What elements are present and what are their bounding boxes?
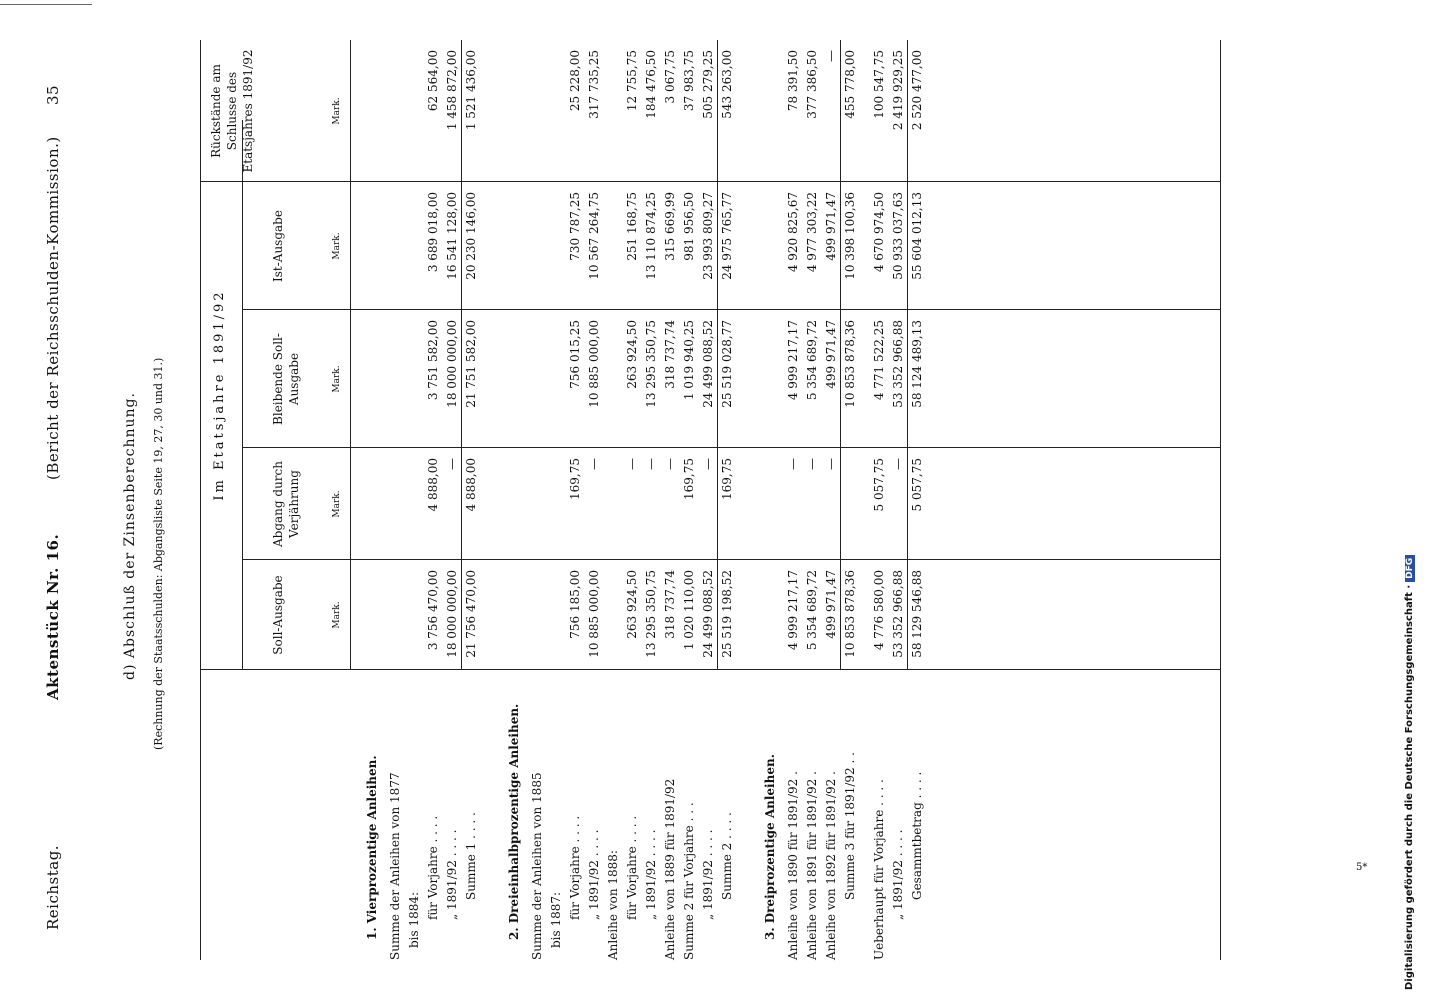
- row-value: 756 015,25: [568, 320, 582, 389]
- header-aktenstueck: Aktenstück Nr. 16.: [44, 533, 62, 700]
- row-value: 505 279,25: [701, 50, 715, 119]
- row-label: „ 1891/92 . . . .: [891, 829, 905, 920]
- row-value: 1 521 436,00: [464, 50, 478, 131]
- row-value: 263 924,50: [625, 320, 639, 389]
- row-label: Anleihe von 1892 für 1891/92 .: [824, 771, 838, 960]
- row-value: 24 499 088,52: [701, 570, 715, 658]
- column-header: Soll-Ausgabe: [271, 575, 285, 655]
- row-value: 55 604 012,13: [910, 192, 924, 280]
- row-value: 10 885 000,00: [587, 320, 601, 408]
- row-value: 5 057,75: [872, 458, 886, 512]
- row-label: für Vorjahre . . . .: [625, 815, 639, 920]
- row-value: 169,75: [682, 458, 696, 500]
- row-label: „ 1891/92 . . . .: [644, 829, 658, 920]
- row-value: 53 352 966,88: [891, 320, 905, 408]
- column-unit: Mark.: [332, 365, 342, 393]
- row-label: Summe 2 . . . .: [720, 812, 734, 900]
- digitization-credit: Digitalisierung gefördert durch die Deutsche Forschungsgemeinschaft ·: [1404, 584, 1415, 990]
- row-value: 18 000 000,00: [445, 570, 459, 658]
- row-label: „ 1891/92 . . . .: [701, 829, 715, 920]
- row-value: 4 888,00: [464, 458, 478, 512]
- row-value: 1 458 872,00: [445, 50, 459, 131]
- row-value: 4 776 580,00: [872, 570, 886, 651]
- row-value: 50 933 037,63: [891, 192, 905, 280]
- row-value: 4 771 522,25: [872, 320, 886, 401]
- section-title: 2. Dreieinhalbprozentige Anleihen.: [507, 703, 521, 940]
- row-value: —: [824, 50, 838, 62]
- row-label: Ueberhaupt für Vorjahre . . . .: [872, 779, 886, 960]
- section-intro: bis 1887:: [549, 891, 563, 948]
- header-rule: [350, 40, 351, 670]
- header-left: Reichstag.: [44, 844, 62, 930]
- row-value: 184 476,50: [644, 50, 658, 119]
- row-value: 13 295 350,75: [644, 570, 658, 658]
- row-label: Summe 2 für Vorjahre . . .: [682, 802, 696, 960]
- row-value: 23 993 809,27: [701, 192, 715, 280]
- row-value: 5 354 689,72: [805, 570, 819, 651]
- row-label: „ 1891/92 . . . .: [587, 829, 601, 920]
- row-value: 20 230 146,00: [464, 192, 478, 280]
- row-value: 78 391,50: [786, 50, 800, 112]
- row-value: 499 971,47: [824, 570, 838, 639]
- row-value: 263 924,50: [625, 570, 639, 639]
- row-value: 4 977 303,22: [805, 192, 819, 273]
- row-value: 100 547,75: [872, 50, 886, 119]
- row-value: 24 975 765,77: [720, 192, 734, 280]
- row-value: 13 295 350,75: [644, 320, 658, 408]
- row-value: —: [445, 458, 459, 470]
- row-value: 13 110 874,25: [644, 192, 658, 280]
- row-value: 315 669,99: [663, 192, 677, 261]
- column-header: Bleibende Soll-Ausgabe: [271, 333, 301, 425]
- row-value: 1 020 110,00: [682, 570, 696, 651]
- group-header: Im Etatsjahre 1891/92: [212, 289, 227, 501]
- column-unit: Mark.: [332, 601, 342, 629]
- row-value: 455 778,00: [843, 50, 857, 119]
- row-value: —: [805, 458, 819, 470]
- row-value: 499 971,47: [824, 320, 838, 389]
- row-value: 2 520 477,00: [910, 50, 924, 131]
- sum-rule: [717, 40, 718, 670]
- row-value: 58 124 489,13: [910, 320, 924, 408]
- section-intro: bis 1884:: [407, 891, 421, 948]
- section-title: 3. Dreiprozentige Anleihen.: [763, 754, 777, 940]
- row-value: 3 756 470,00: [426, 570, 440, 651]
- section-title: 1. Vierprozentige Anleihen.: [365, 755, 379, 940]
- section-intro: Summe der Anleihen von 1877: [388, 772, 402, 960]
- group-header-rule: [242, 120, 243, 670]
- row-value: 318 737,74: [663, 320, 677, 389]
- row-label: „ 1891/92 . . . .: [445, 829, 459, 920]
- dfg-badge: DFG: [1405, 555, 1415, 582]
- row-value: —: [587, 458, 601, 470]
- row-label: für Vorjahre . . . .: [426, 815, 440, 920]
- column-header: Rückstände am Schlusse des Etatsjahres 1891/92: [209, 49, 255, 173]
- section-intro: Summe der Anleihen von 1885: [530, 772, 544, 960]
- row-value: 730 787,25: [568, 192, 582, 261]
- row-value: 21 756 470,00: [464, 570, 478, 658]
- row-value: 10 853 878,36: [843, 570, 857, 658]
- row-value: —: [824, 458, 838, 470]
- row-value: 25 519 198,52: [720, 570, 734, 658]
- column-unit: Mark.: [332, 232, 342, 260]
- row-value: 251 168,75: [625, 192, 639, 261]
- row-value: 62 564,00: [426, 50, 440, 112]
- row-value: 25 228,00: [568, 50, 582, 112]
- row-value: 10 885 000,00: [587, 570, 601, 658]
- row-value: 37 983,75: [682, 50, 696, 112]
- row-value: —: [663, 458, 677, 470]
- row-value: 12 755,75: [625, 50, 639, 112]
- row-value: —: [786, 458, 800, 470]
- row-value: 4 888,00: [426, 458, 440, 512]
- row-value: 2 419 929,25: [891, 50, 905, 131]
- row-value: 169,75: [720, 458, 734, 500]
- page-subtitle: (Rechnung der Staatsschulden: Abgangsliste Seite 19, 27, 30 und 31.): [152, 357, 165, 750]
- row-value: 981 956,50: [682, 192, 696, 261]
- page-title: d) Abschluß der Zinsenberechnung.: [122, 392, 138, 680]
- column-unit: Mark.: [332, 97, 342, 125]
- row-value: 5 057,75: [910, 458, 924, 512]
- row-value: 1 019 940,25: [682, 320, 696, 401]
- row-value: 5 354 689,72: [805, 320, 819, 401]
- row-value: 499 971,47: [824, 192, 838, 261]
- row-value: 318 737,74: [663, 570, 677, 639]
- row-value: 4 999 217,17: [786, 570, 800, 651]
- row-value: 317 735,25: [587, 50, 601, 119]
- sum-rule: [461, 40, 462, 670]
- row-label: Gesammtbetrag . . . .: [910, 771, 924, 900]
- row-value: 169,75: [568, 458, 582, 500]
- row-value: 4 670 974,50: [872, 192, 886, 273]
- header-right: (Bericht der Reichsschulden-Kommission.): [44, 136, 62, 480]
- digitization-note: [1404, 20, 1430, 990]
- row-value: 18 000 000,00: [445, 320, 459, 408]
- row-value: 53 352 966,88: [891, 570, 905, 658]
- row-value: 543 263,00: [720, 50, 734, 119]
- row-value: —: [644, 458, 658, 470]
- row-value: —: [701, 458, 715, 470]
- row-value: 10 853 878,36: [843, 320, 857, 408]
- row-value: —: [891, 458, 905, 470]
- sum-rule: [907, 40, 908, 670]
- row-label: Anleihe von 1889 für 1891/92: [663, 778, 677, 960]
- row-value: 10 567 264,75: [587, 192, 601, 280]
- row-label: Summe 1 . . . .: [464, 812, 478, 900]
- row-value: 25 519 028,77: [720, 320, 734, 408]
- row-value: —: [625, 458, 639, 470]
- row-value: 58 129 546,88: [910, 570, 924, 658]
- footer-mark: 5*: [1356, 862, 1368, 873]
- row-label: Summe 3 für 1891/92 . .: [843, 752, 857, 900]
- digitization-text: [1404, 555, 1415, 990]
- row-value: 24 499 088,52: [701, 320, 715, 408]
- row-label: für Vorjahre . . . .: [568, 815, 582, 920]
- page-number: 35: [44, 84, 62, 105]
- sum-rule: [840, 40, 841, 670]
- row-label: Anleihe von 1890 für 1891/92 .: [786, 771, 800, 960]
- row-value: 377 386,50: [805, 50, 819, 119]
- row-value: 3 751 582,00: [426, 320, 440, 401]
- row-value: 16 541 128,00: [445, 192, 459, 280]
- row-value: 4 999 217,17: [786, 320, 800, 401]
- column-header: Ist-Ausgabe: [271, 210, 285, 282]
- row-value: 10 398 100,36: [843, 192, 857, 280]
- table-top-rule: [200, 40, 201, 960]
- row-value: 3 067,75: [663, 50, 677, 104]
- row-value: 21 751 582,00: [464, 320, 478, 408]
- table-bottom-rule: [1220, 40, 1221, 960]
- column-header: Abgang durch Verjährung: [271, 461, 301, 548]
- column-unit: Mark.: [332, 490, 342, 518]
- row-value: 4 920 825,67: [786, 192, 800, 273]
- row-value: 756 185,00: [568, 570, 582, 639]
- row-value: 3 689 018,00: [426, 192, 440, 273]
- row-label: Anleihe von 1888:: [606, 850, 620, 960]
- row-label: Anleihe von 1891 für 1891/92 .: [805, 771, 819, 960]
